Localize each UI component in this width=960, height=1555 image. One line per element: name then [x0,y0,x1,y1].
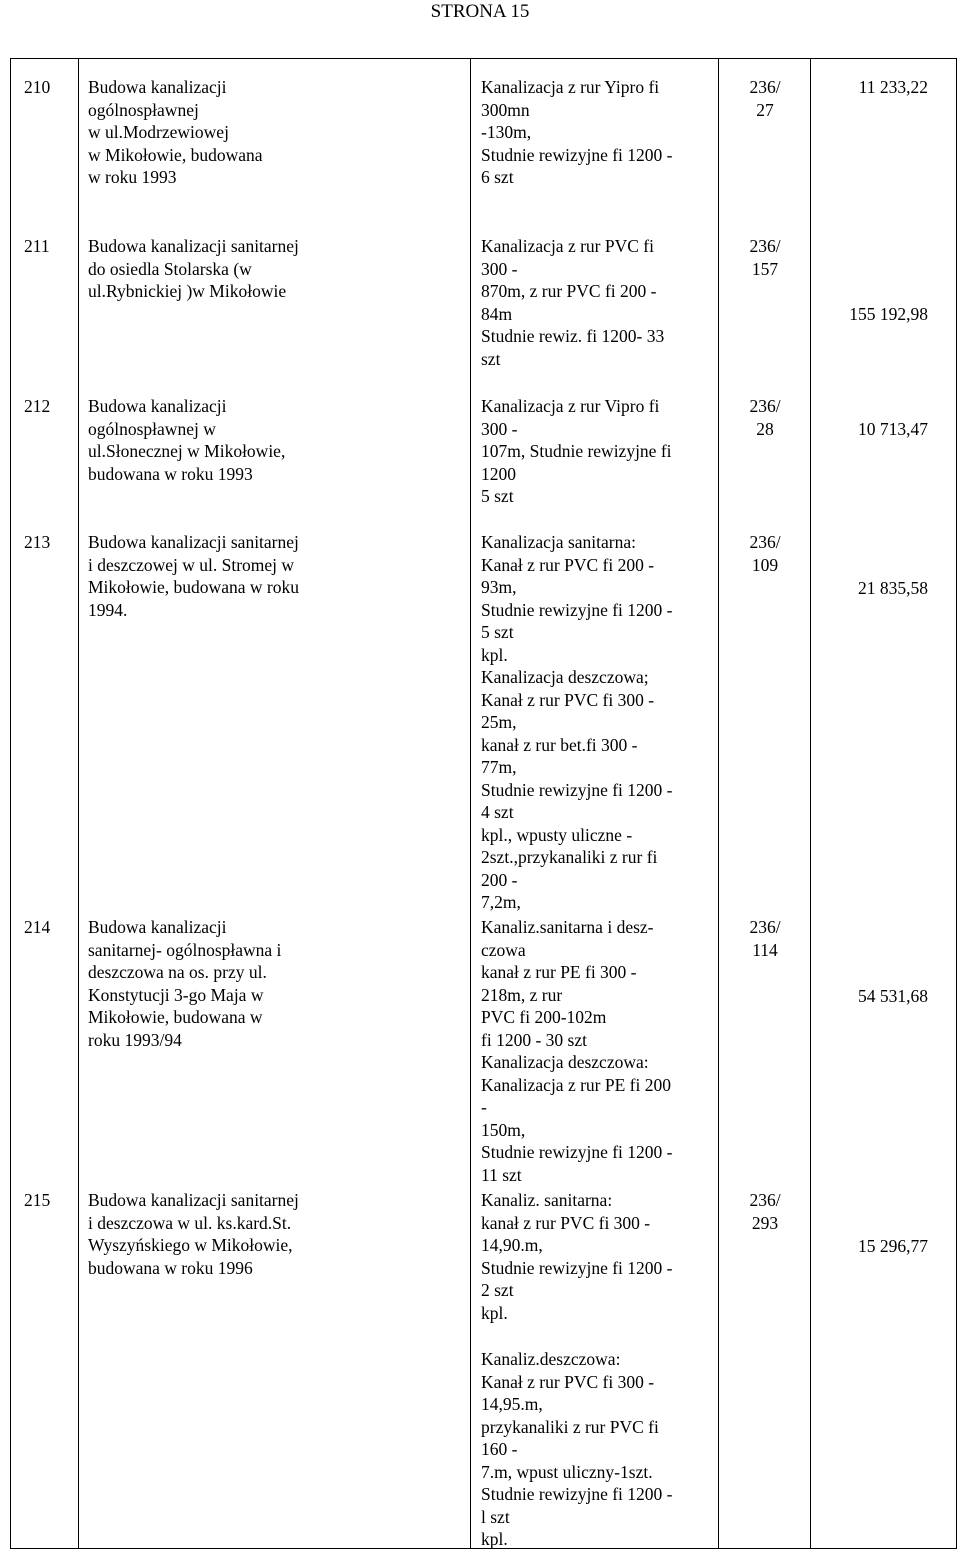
row-description: Budowa kanalizacji sanitarnej i deszczowa w ul. ks.kard.St. Wyszyńskiego w Mikołowie, budowana w roku 1996 [88,1190,299,1278]
row-number: 215 [24,1190,51,1210]
column-divider [810,58,811,1549]
row-account: 236/ 157 [749,236,781,279]
column-divider [470,58,471,1549]
row-specification: Kanaliz. sanitarna: kanał z rur PVC fi 300 - 14,90.m, Studnie rewizyjne fi 1200 - 2 szt kpl. [481,1190,673,1323]
row-account: 236/ 28 [749,396,781,439]
row-description: Budowa kanalizacji ogólnospławnej w ul.Słonecznej w Mikołowie, budowana w roku 1993 [88,396,286,484]
page-title: STRONA 15 [430,1,530,22]
row-description: Budowa kanalizacji sanitarnej- ogólnospławna i deszczowa na os. przy ul. Konstytucji 3-go Maja w Mikołowie, budowana w roku 1993/94 [88,917,282,1050]
row-description: Budowa kanalizacji sanitarnej do osiedla Stolarska (w ul.Rybnickiej )w Mikołowie [88,236,299,301]
row-description: Budowa kanalizacji sanitarnej i deszczowej w ul. Stromej w Mikołowie, budowana w roku 1994. [88,532,299,620]
row-amount: 54 531,68 [858,986,928,1006]
row-amount: 155 192,98 [849,304,928,324]
column-divider [718,58,719,1549]
row-specification: Kanaliz.sanitarna i desz- czowa kanał z rur PE fi 300 - 218m, z rur PVC fi 200-102m fi 1200 - 30 szt Kanalizacja deszczowa: Kanalizacja z rur PE fi 200 - 150m, Studnie rewizyjne fi 1200 - 11 szt [481,917,673,1185]
row-specification: Kanalizacja z rur Yipro fi 300mn -130m, Studnie rewizyjne fi 1200 - 6 szt [481,77,673,187]
row-description: Budowa kanalizacji ogólnospławnej w ul.Modrzewiowej w Mikołowie, budowana w roku 1993 [88,77,263,187]
row-amount: 10 713,47 [858,419,928,439]
row-account: 236/ 27 [749,77,781,120]
row-number: 212 [24,396,51,416]
row-amount: 21 835,58 [858,578,928,598]
row-account: 236/ 109 [749,532,781,575]
row-number: 210 [24,77,51,97]
row-number: 214 [24,917,51,937]
row-number: 213 [24,532,51,552]
row-specification-continued: Kanaliz.deszczowa: Kanał z rur PVC fi 300 - 14,95.m, przykanaliki z rur PVC fi 160 - 7.m, wpust uliczny-1szt. Studnie rewizyjne fi 1200 - l szt kpl. [481,1349,673,1549]
column-divider [78,58,79,1549]
row-account: 236/ 114 [749,917,781,960]
row-specification: Kanalizacja z rur PVC fi 300 - 870m, z rur PVC fi 200 - 84m Studnie rewiz. fi 1200- 33 szt [481,236,665,369]
row-amount: 15 296,77 [858,1236,928,1256]
row-number: 211 [24,236,50,256]
row-specification: Kanalizacja sanitarna: Kanał z rur PVC fi 200 - 93m, Studnie rewizyjne fi 1200 - 5 szt kpl. Kanalizacja deszczowa; Kanał z rur PVC fi 300 - 25m, kanał z rur bet.fi 300 - 77m, Studnie rewizyjne fi 1200 - 4 szt kpl., wpusty uliczne - 2szt.,przykanaliki z rur fi 200 - 7,2m, [481,532,673,912]
row-amount: 11 233,22 [858,77,928,97]
row-specification: Kanalizacja z rur Vipro fi 300 - 107m, Studnie rewizyjne fi 1200 5 szt [481,396,672,506]
row-account: 236/ 293 [749,1190,781,1233]
